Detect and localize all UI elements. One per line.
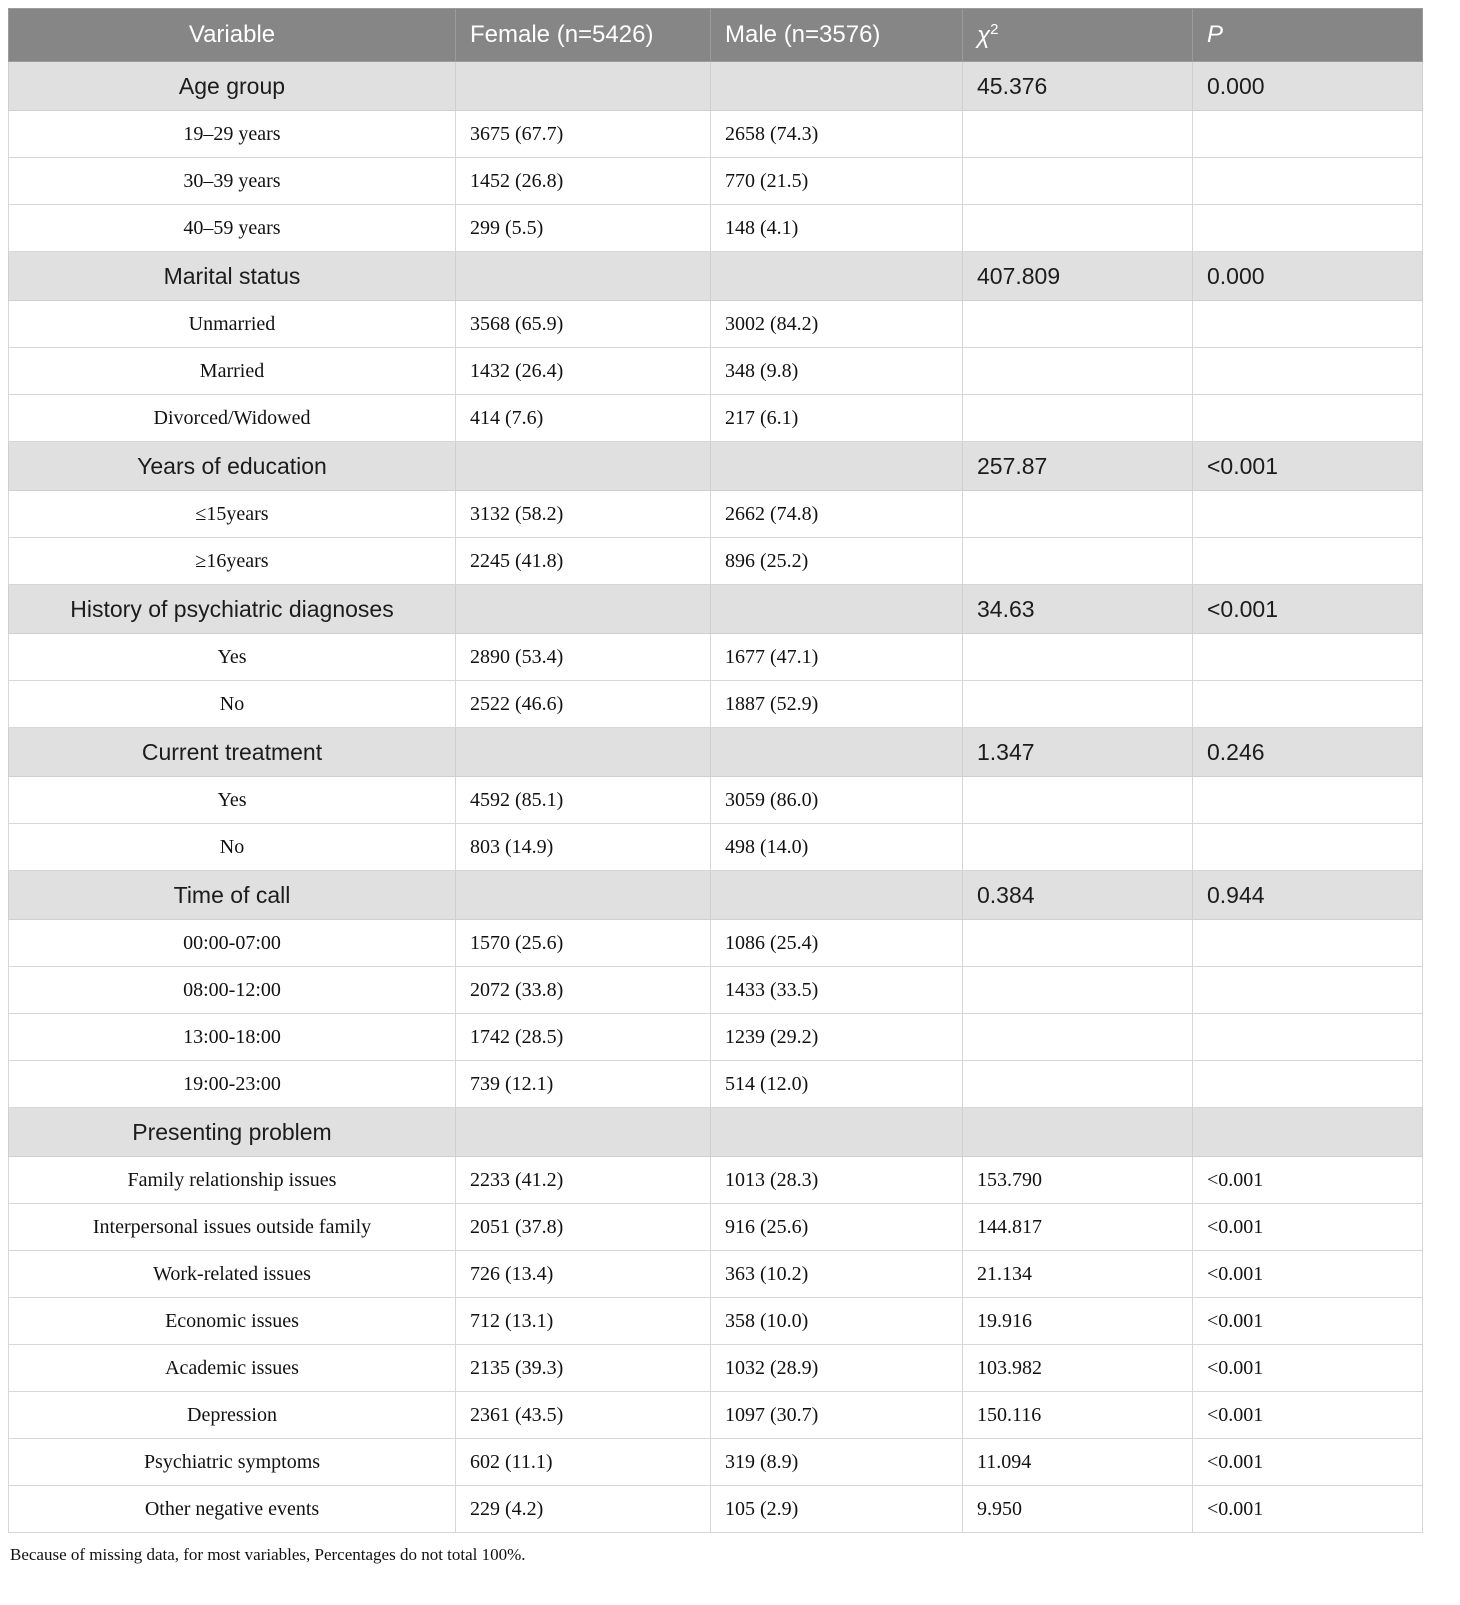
female-value: 4592 (85.1): [456, 777, 711, 824]
chi-square-value: 45.376: [963, 62, 1193, 111]
table-row: [9, 348, 1423, 395]
chi-square-value: [963, 920, 1193, 967]
male-value: 2658 (74.3): [711, 111, 963, 158]
table-row: [9, 824, 1423, 871]
male-value: 105 (2.9): [711, 1486, 963, 1533]
table-row: [9, 777, 1423, 824]
male-value: 1032 (28.9): [711, 1345, 963, 1392]
p-value: [1193, 967, 1423, 1014]
chi-square-value: [963, 1108, 1193, 1157]
female-value: 2245 (41.8): [456, 538, 711, 585]
row-label: Time of call: [9, 871, 456, 920]
female-value: 2135 (39.3): [456, 1345, 711, 1392]
column-header-p: [1193, 9, 1423, 62]
chi-square-value: 257.87: [963, 442, 1193, 491]
male-value: 1097 (30.7): [711, 1392, 963, 1439]
p-value: [1193, 205, 1423, 252]
female-value: 3132 (58.2): [456, 491, 711, 538]
male-value: 217 (6.1): [711, 395, 963, 442]
chi-square-value: 144.817: [963, 1204, 1193, 1251]
table-row: [9, 1061, 1423, 1108]
chi-square-value: [963, 1061, 1193, 1108]
p-value: [1193, 777, 1423, 824]
row-label: 19–29 years: [9, 111, 456, 158]
chi-symbol: χ: [977, 21, 991, 49]
chi-square-value: [963, 538, 1193, 585]
male-value: 363 (10.2): [711, 1251, 963, 1298]
male-value: 916 (25.6): [711, 1204, 963, 1251]
section-row: [9, 1108, 1423, 1157]
chi-square-value: 153.790: [963, 1157, 1193, 1204]
male-value: 896 (25.2): [711, 538, 963, 585]
column-header-female: Female (n=5426): [456, 9, 711, 62]
male-value: 1433 (33.5): [711, 967, 963, 1014]
male-value: [711, 252, 963, 301]
female-value: 1742 (28.5): [456, 1014, 711, 1061]
row-label: Age group: [9, 62, 456, 111]
chi-square-value: 150.116: [963, 1392, 1193, 1439]
column-header-chi-square: [963, 9, 1193, 62]
male-value: 514 (12.0): [711, 1061, 963, 1108]
row-label: ≥16years: [9, 538, 456, 585]
p-value: <0.001: [1193, 1439, 1423, 1486]
p-value: [1193, 634, 1423, 681]
male-value: 3002 (84.2): [711, 301, 963, 348]
female-value: 3568 (65.9): [456, 301, 711, 348]
table-row: [9, 205, 1423, 252]
chi-square-value: [963, 634, 1193, 681]
female-value: 414 (7.6): [456, 395, 711, 442]
female-value: 2522 (46.6): [456, 681, 711, 728]
chi-square-value: [963, 1014, 1193, 1061]
section-row: [9, 252, 1423, 301]
p-value: [1193, 348, 1423, 395]
row-label: Current treatment: [9, 728, 456, 777]
row-label: Economic issues: [9, 1298, 456, 1345]
female-value: 3675 (67.7): [456, 111, 711, 158]
male-value: 498 (14.0): [711, 824, 963, 871]
row-label: Married: [9, 348, 456, 395]
row-label: No: [9, 824, 456, 871]
chi-square-value: 1.347: [963, 728, 1193, 777]
p-value: [1193, 111, 1423, 158]
p-value: <0.001: [1193, 1204, 1423, 1251]
row-label: Family relationship issues: [9, 1157, 456, 1204]
chi-square-value: 9.950: [963, 1486, 1193, 1533]
p-value: <0.001: [1193, 442, 1423, 491]
chi-square-value: 19.916: [963, 1298, 1193, 1345]
male-value: 770 (21.5): [711, 158, 963, 205]
table-row: [9, 301, 1423, 348]
p-value: [1193, 1108, 1423, 1157]
row-label: Academic issues: [9, 1345, 456, 1392]
table-row: [9, 681, 1423, 728]
row-label: 00:00-07:00: [9, 920, 456, 967]
chi-square-value: [963, 111, 1193, 158]
row-label: No: [9, 681, 456, 728]
table-row: [9, 634, 1423, 681]
female-value: [456, 871, 711, 920]
section-row: [9, 585, 1423, 634]
male-value: 1677 (47.1): [711, 634, 963, 681]
column-header-male: Male (n=3576): [711, 9, 963, 62]
female-value: 229 (4.2): [456, 1486, 711, 1533]
statistics-table: [8, 8, 1423, 1533]
female-value: [456, 442, 711, 491]
chi-square-value: [963, 205, 1193, 252]
p-value: [1193, 920, 1423, 967]
row-label: Presenting problem: [9, 1108, 456, 1157]
female-value: 2890 (53.4): [456, 634, 711, 681]
p-value: 0.000: [1193, 252, 1423, 301]
table-row: [9, 491, 1423, 538]
p-value: [1193, 395, 1423, 442]
chi-square-value: [963, 348, 1193, 395]
column-header-variable: Variable: [9, 9, 456, 62]
section-row: [9, 871, 1423, 920]
row-label: Unmarried: [9, 301, 456, 348]
female-value: 739 (12.1): [456, 1061, 711, 1108]
row-label: ≤15years: [9, 491, 456, 538]
section-row: [9, 62, 1423, 111]
female-value: 299 (5.5): [456, 205, 711, 252]
table-footnote: Because of missing data, for most variables, Percentages do not total 100%.: [10, 1545, 526, 1564]
p-symbol: P: [1207, 21, 1224, 48]
p-value: [1193, 824, 1423, 871]
table-row: [9, 967, 1423, 1014]
male-value: 1887 (52.9): [711, 681, 963, 728]
section-row: [9, 442, 1423, 491]
table-row: [9, 538, 1423, 585]
male-value: [711, 585, 963, 634]
chi-square-value: [963, 395, 1193, 442]
row-label: Yes: [9, 777, 456, 824]
chi-square-value: 103.982: [963, 1345, 1193, 1392]
chi-superscript: 2: [990, 20, 999, 38]
p-value: [1193, 681, 1423, 728]
female-value: [456, 62, 711, 111]
table-row: [9, 1014, 1423, 1061]
chi-square-value: 407.809: [963, 252, 1193, 301]
table-row: [9, 158, 1423, 205]
male-value: 348 (9.8): [711, 348, 963, 395]
female-value: 1432 (26.4): [456, 348, 711, 395]
p-value: [1193, 1014, 1423, 1061]
p-value: <0.001: [1193, 585, 1423, 634]
table-row: [9, 395, 1423, 442]
table-body: [9, 62, 1423, 1533]
male-value: [711, 871, 963, 920]
chi-square-value: [963, 158, 1193, 205]
row-label: Interpersonal issues outside family: [9, 1204, 456, 1251]
female-value: 726 (13.4): [456, 1251, 711, 1298]
header-row: [9, 9, 1423, 62]
table-row: [9, 1439, 1423, 1486]
male-value: 148 (4.1): [711, 205, 963, 252]
male-value: [711, 62, 963, 111]
female-value: 2361 (43.5): [456, 1392, 711, 1439]
female-value: 2051 (37.8): [456, 1204, 711, 1251]
p-value: 0.246: [1193, 728, 1423, 777]
female-value: 2233 (41.2): [456, 1157, 711, 1204]
table-row: [9, 1298, 1423, 1345]
chi-square-value: [963, 681, 1193, 728]
table-row: [9, 1486, 1423, 1533]
chi-square-value: 0.384: [963, 871, 1193, 920]
p-value: <0.001: [1193, 1486, 1423, 1533]
chi-square-value: [963, 301, 1193, 348]
chi-square-value: 21.134: [963, 1251, 1193, 1298]
table-row: [9, 1392, 1423, 1439]
p-value: [1193, 158, 1423, 205]
male-value: 358 (10.0): [711, 1298, 963, 1345]
row-label: Psychiatric symptoms: [9, 1439, 456, 1486]
male-value: 1239 (29.2): [711, 1014, 963, 1061]
p-value: [1193, 1061, 1423, 1108]
table-row: [9, 1204, 1423, 1251]
female-value: 1570 (25.6): [456, 920, 711, 967]
male-value: [711, 442, 963, 491]
chi-square-value: [963, 491, 1193, 538]
p-value: [1193, 538, 1423, 585]
male-value: [711, 1108, 963, 1157]
table-row: [9, 1157, 1423, 1204]
row-label: Yes: [9, 634, 456, 681]
p-value: <0.001: [1193, 1345, 1423, 1392]
table-row: [9, 920, 1423, 967]
row-label: 19:00-23:00: [9, 1061, 456, 1108]
row-label: 13:00-18:00: [9, 1014, 456, 1061]
female-value: 712 (13.1): [456, 1298, 711, 1345]
p-value: <0.001: [1193, 1157, 1423, 1204]
table-row: [9, 111, 1423, 158]
table-header: [9, 9, 1423, 62]
row-label: Years of education: [9, 442, 456, 491]
female-value: [456, 585, 711, 634]
p-value: <0.001: [1193, 1298, 1423, 1345]
section-row: [9, 728, 1423, 777]
male-value: 3059 (86.0): [711, 777, 963, 824]
row-label: Depression: [9, 1392, 456, 1439]
p-value: [1193, 491, 1423, 538]
female-value: 602 (11.1): [456, 1439, 711, 1486]
chi-square-value: 34.63: [963, 585, 1193, 634]
row-label: 08:00-12:00: [9, 967, 456, 1014]
female-value: 803 (14.9): [456, 824, 711, 871]
male-value: 319 (8.9): [711, 1439, 963, 1486]
row-label: Divorced/Widowed: [9, 395, 456, 442]
row-label: 40–59 years: [9, 205, 456, 252]
female-value: [456, 728, 711, 777]
table-row: [9, 1345, 1423, 1392]
p-value: <0.001: [1193, 1251, 1423, 1298]
male-value: 2662 (74.8): [711, 491, 963, 538]
p-value: [1193, 301, 1423, 348]
chi-square-value: [963, 967, 1193, 1014]
female-value: 1452 (26.8): [456, 158, 711, 205]
chi-square-value: [963, 777, 1193, 824]
row-label: History of psychiatric diagnoses: [9, 585, 456, 634]
p-value: 0.944: [1193, 871, 1423, 920]
row-label: Work-related issues: [9, 1251, 456, 1298]
male-value: [711, 728, 963, 777]
female-value: 2072 (33.8): [456, 967, 711, 1014]
chi-square-value: [963, 824, 1193, 871]
p-value: <0.001: [1193, 1392, 1423, 1439]
chi-square-value: 11.094: [963, 1439, 1193, 1486]
row-label: 30–39 years: [9, 158, 456, 205]
male-value: 1013 (28.3): [711, 1157, 963, 1204]
row-label: Other negative events: [9, 1486, 456, 1533]
female-value: [456, 252, 711, 301]
p-value: 0.000: [1193, 62, 1423, 111]
row-label: Marital status: [9, 252, 456, 301]
table-row: [9, 1251, 1423, 1298]
male-value: 1086 (25.4): [711, 920, 963, 967]
female-value: [456, 1108, 711, 1157]
